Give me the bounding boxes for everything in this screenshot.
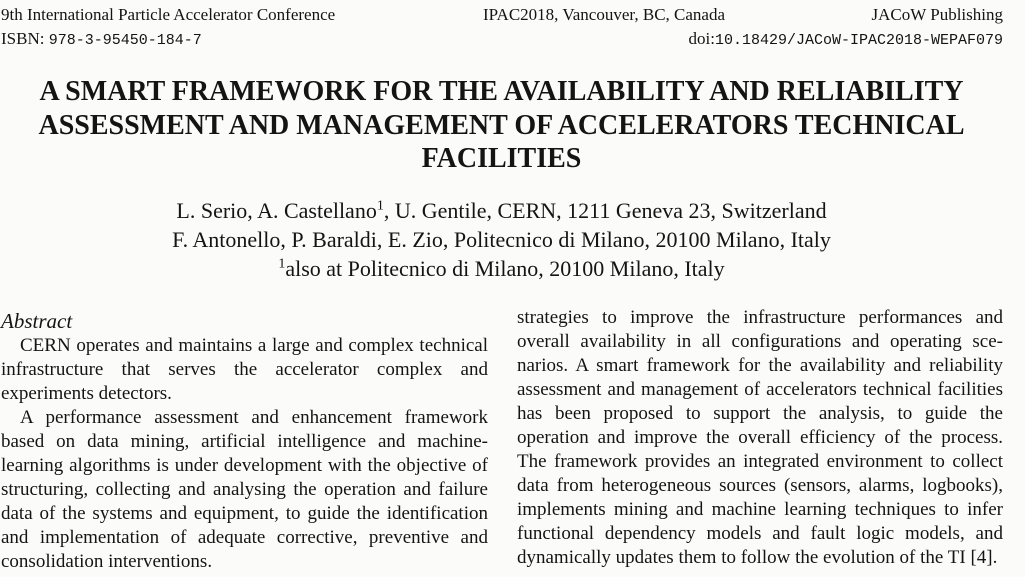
body-paragraph: strategies to improve the infrastructure performances and overall availability in all configurations and operating scenarios. A smart framework for the availability and reliability assessment and management of accelerators technical facilities has been proposed to support the analysis, to guide the operation and improve the overall efficiency of the process. The framework provides an integrated environment to collect data from heterogeneous sources (sensors, alarms, logbooks), implements mining and machine learning techniques to infer functional dependency models and fault logic models, and dynamically updates them to follow the evolution of the TI [4].	[517, 307, 1003, 568]
isbn-label: ISBN:	[1, 29, 45, 48]
affiliation-mark: 1	[278, 256, 286, 272]
affiliation-note: also at Politecnico di Milano, 20100 Milano, Italy	[285, 256, 725, 281]
left-column	[1, 308, 488, 574]
paper-title	[0, 75, 1003, 176]
abstract-paragraph: CERN operates and maintains a large and complex technical infrastructure that serves the accelerator complex and experiments detectors.	[1, 335, 488, 404]
author-line	[0, 254, 1003, 283]
right-column	[517, 306, 1003, 570]
author-block	[0, 196, 1003, 283]
affiliation-mark: 1	[376, 198, 384, 214]
author-names: L. Serio, A. Castellano	[176, 198, 377, 223]
title-line: A SMART FRAMEWORK FOR THE AVAILABILITY AND RELIABILITY	[39, 76, 964, 107]
title-line: FACILITIES	[421, 143, 582, 174]
abstract-heading: Abstract	[1, 309, 73, 333]
header-conference: 9th International Particle Accelerator Conference	[1, 5, 336, 24]
header-isbn	[1, 29, 202, 51]
header-publisher: JACoW Publishing	[871, 5, 1003, 24]
title-line: ASSESSMENT AND MANAGEMENT OF ACCELERATORS TECHNICAL	[38, 109, 965, 141]
doi-label: doi:	[688, 29, 715, 48]
author-line: F. Antonello, P. Baraldi, E. Zio, Politecnico di Milano, 20100 Milano, Italy	[172, 227, 831, 252]
abstract-paragraph: A performance assessment and enhancement framework based on data mining, artificial intelligence and machine-learning algorithms is under development with the objective of structuring, collecting and analysing the operation and failure data of the systems and equipment, to guide the identification and implementation of adequate corrective, preventive and consolidation interventions.	[1, 407, 488, 572]
author-affiliation: , U. Gentile, CERN, 1211 Geneva 23, Switzerland	[383, 198, 827, 223]
author-line	[0, 196, 1003, 225]
isbn-value: 978-3-95450-184-7	[48, 32, 202, 49]
header-location: IPAC2018, Vancouver, BC, Canada	[483, 5, 726, 24]
doi-value: 10.18429/JACoW-IPAC2018-WEPAF079	[714, 32, 1003, 49]
header-doi	[689, 29, 1004, 51]
